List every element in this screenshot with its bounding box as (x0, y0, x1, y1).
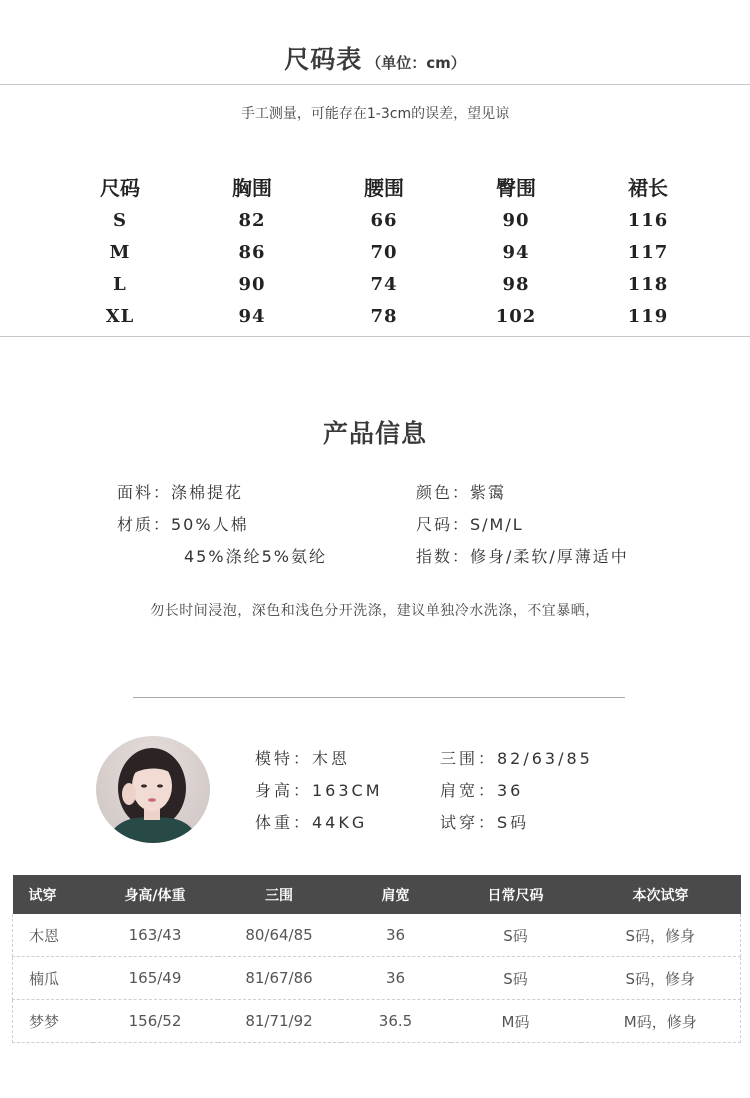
size-row (54, 300, 714, 332)
tryon-header-tester: 试穿 (13, 875, 93, 914)
size-row (54, 268, 714, 300)
hip-cell: 94 (502, 241, 530, 263)
tryon-row (13, 957, 741, 1000)
size-header-hip: 臀围 (496, 175, 536, 200)
length-cell: 117 (627, 241, 669, 263)
size-header-size: 尺码 (100, 175, 140, 200)
waist-cell: 78 (370, 305, 398, 327)
length-cell: 116 (627, 209, 669, 231)
height-weight-cell: 163/43 (93, 914, 218, 957)
size-cell: M (109, 241, 131, 263)
usual-size-cell: S码 (451, 914, 581, 957)
model-name: 模特：木恩 (255, 749, 351, 768)
size-cell: XL (105, 305, 135, 327)
height-weight-cell: 165/49 (93, 957, 218, 1000)
shoulder-cell: 36 (341, 957, 451, 1000)
size-chart-title-text: 尺码表 (284, 45, 363, 74)
care-instructions: 勿长时间浸泡，深色和浅色分开洗涤，建议单独冷水洗涤，不宜暴晒， (150, 603, 600, 619)
bust-cell: 86 (238, 241, 266, 263)
this-size-cell: M码，修身 (581, 1000, 741, 1043)
model-height: 身高：163CM (255, 781, 383, 800)
product-info-title: 产品信息 (322, 419, 427, 448)
model-shoulder: 肩宽：36 (440, 781, 524, 800)
model-avatar (96, 736, 210, 843)
tryon-header-row (13, 875, 741, 914)
model-portrait-image (96, 736, 210, 843)
measurements-cell: 81/67/86 (218, 957, 341, 1000)
usual-size-cell: S码 (451, 957, 581, 1000)
measurement-note: 手工测量，可能存在1-3cm的误差，望见谅 (240, 106, 510, 122)
tester-cell: 梦梦 (13, 1000, 93, 1043)
size-chart-header-row (54, 168, 714, 204)
usual-size-cell: M码 (451, 1000, 581, 1043)
size-header-length: 裙长 (628, 175, 668, 200)
measurements-cell: 81/71/92 (218, 1000, 341, 1043)
size-cell: S (113, 209, 127, 231)
index-info: 指数：修身/柔软/厚薄适中 (416, 547, 629, 566)
waist-cell: 70 (370, 241, 398, 263)
model-weight: 体重：44KG (255, 813, 368, 832)
shoulder-cell: 36 (341, 914, 451, 957)
tester-cell: 木恩 (13, 914, 93, 957)
tester-cell: 楠瓜 (13, 957, 93, 1000)
tryon-header-height-weight: 身高/体重 (93, 875, 218, 914)
shoulder-cell: 36.5 (341, 1000, 451, 1043)
tryon-header-shoulder: 肩宽 (341, 875, 451, 914)
measurements-cell: 80/64/85 (218, 914, 341, 957)
tryon-header-measurements: 三围 (218, 875, 341, 914)
model-tried-size: 试穿：S码 (440, 813, 530, 832)
size-row (54, 236, 714, 268)
hip-cell: 98 (502, 273, 530, 295)
material-info: 材质：50%人棉 (117, 515, 249, 534)
material-info-continued: 45%涤纶5%氨纶 (184, 547, 327, 566)
sizes-info: 尺码：S/M/L (416, 515, 524, 534)
this-size-cell: S码，修身 (581, 914, 741, 957)
tryon-header-usual-size: 日常尺码 (451, 875, 581, 914)
divider (0, 84, 750, 85)
tryon-header-this-size: 本次试穿 (581, 875, 741, 914)
length-cell: 119 (627, 305, 669, 327)
divider (133, 697, 625, 698)
fabric-info: 面料：涤棉提花 (117, 483, 244, 502)
bust-cell: 82 (238, 209, 266, 231)
tryon-row (13, 1000, 741, 1043)
hip-cell: 90 (502, 209, 530, 231)
waist-cell: 74 (370, 273, 398, 295)
bust-cell: 90 (238, 273, 266, 295)
hip-cell: 102 (495, 305, 537, 327)
tryon-row (13, 914, 741, 957)
length-cell: 118 (627, 273, 669, 295)
tryon-table (12, 875, 741, 1043)
color-info: 颜色：紫霭 (416, 483, 507, 502)
height-weight-cell: 156/52 (93, 1000, 218, 1043)
this-size-cell: S码，修身 (581, 957, 741, 1000)
model-measurements: 三围：82/63/85 (440, 749, 593, 768)
bust-cell: 94 (238, 305, 266, 327)
size-chart-unit: （单位：cm） (366, 54, 466, 72)
size-header-bust: 胸围 (232, 175, 272, 200)
waist-cell: 66 (370, 209, 398, 231)
size-chart-table (54, 168, 714, 332)
divider (0, 336, 750, 337)
size-cell: L (113, 273, 127, 295)
size-chart-title (0, 40, 750, 76)
size-header-waist: 腰围 (364, 175, 404, 200)
size-row (54, 204, 714, 236)
